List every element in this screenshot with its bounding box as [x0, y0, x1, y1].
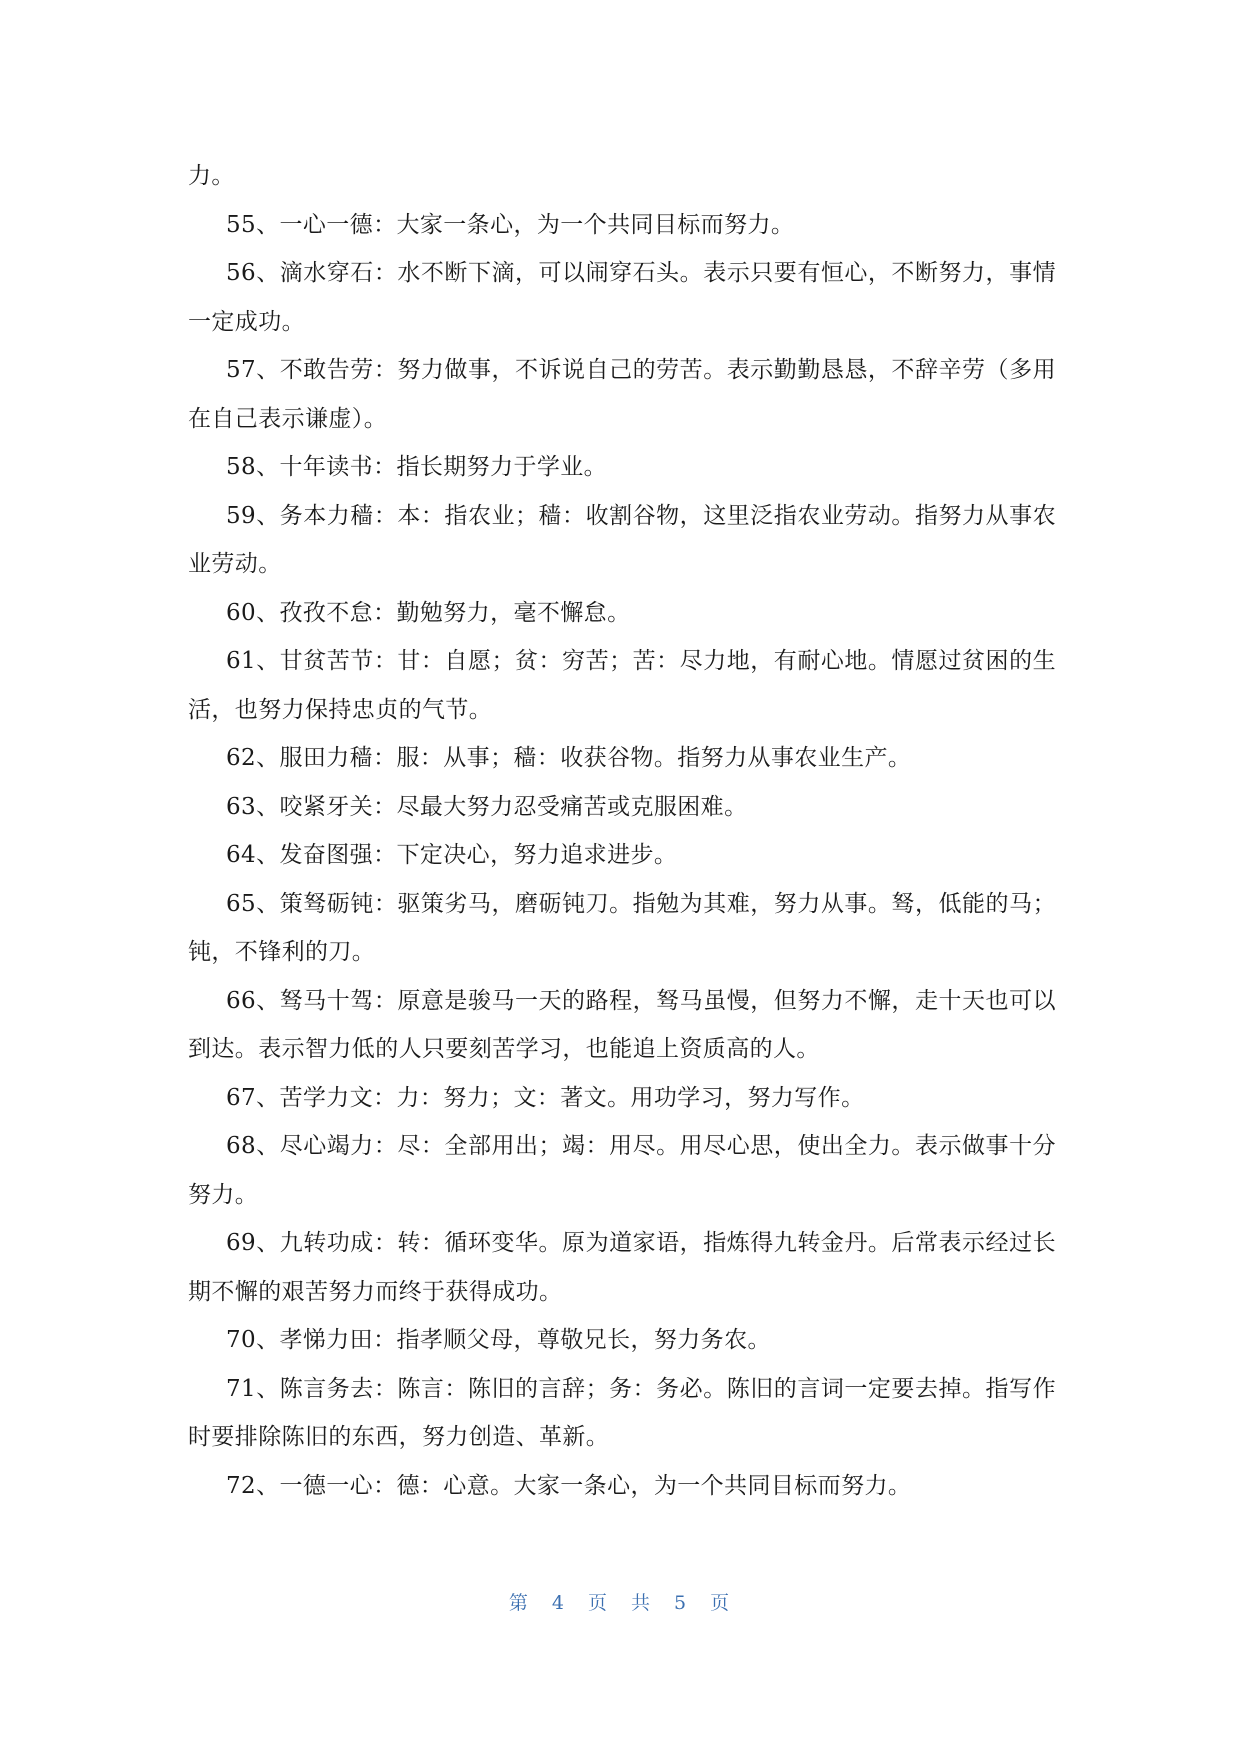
paragraph-12: 66、驽马十驾：原意是骏马一天的路程，驽马虽慢，但努力不懈，走十天也可以到达。表示智力低的人只要刻苦学习，也能追上资质高的人。 [188, 987, 1056, 1062]
paragraph-2: 56、滴水穿石：水不断下滴，可以闹穿石头。表示只要有恒心，不断努力，事情一定成功。 [188, 260, 1056, 335]
page-footer: 第 4 页 共 5 页 [508, 1592, 732, 1614]
paragraph-15: 69、九转功成：转：循环变华。原为道家语，指炼得九转金丹。后常表示经过长期不懈的艰苦努力而终于获得成功。 [188, 1230, 1056, 1305]
document-body [188, 152, 1056, 1510]
paragraph-5: 59、务本力穑：本：指农业；穑：收割谷物，这里泛指农业劳动。指努力从事农业劳动。 [188, 502, 1056, 577]
paragraph-7: 61、甘贫苦节：甘：自愿；贫：穷苦；苦：尽力地，有耐心地。情愿过贫困的生活，也努力保持忠贞的气节。 [188, 648, 1056, 723]
paragraph-18: 72、一德一心：德：心意。大家一条心，为一个共同目标而努力。 [226, 1472, 912, 1499]
paragraph-16: 70、孝悌力田：指孝顺父母，尊敬兄长，努力务农。 [226, 1327, 771, 1353]
paragraph-9: 63、咬紧牙关：尽最大努力忍受痛苦或克服困难。 [226, 793, 748, 820]
paragraph-0: 力。 [188, 163, 235, 189]
paragraph-3: 57、不敢告劳：努力做事，不诉说自己的劳苦。表示勤勤恳恳，不辞辛劳（多用在自己表示谦虚）。 [188, 357, 1056, 432]
paragraph-10: 64、发奋图强：下定决心，努力追求进步。 [226, 842, 678, 868]
paragraph-1: 55、一心一德：大家一条心，为一个共同目标而努力。 [226, 211, 795, 238]
paragraph-14: 68、尽心竭力：尽：全部用出；竭：用尽。用尽心思，使出全力。表示做事十分努力。 [188, 1133, 1056, 1208]
paragraph-11: 65、策驽砺钝：驱策劣马，磨砺钝刀。指勉为其难，努力从事。驽，低能的马；钝，不锋利的刀。 [188, 890, 1056, 965]
paragraph-8: 62、服田力穑：服：从事；穑：收获谷物。指努力从事农业生产。 [226, 745, 912, 771]
paragraph-17: 71、陈言务去：陈言：陈旧的言辞；务：务必。陈旧的言词一定要去掉。指写作时要排除陈旧的东西，努力创造、革新。 [188, 1375, 1056, 1450]
paragraph-13: 67、苦学力文：力：努力；文：著文。用功学习，努力写作。 [226, 1084, 865, 1111]
paragraph-4: 58、十年读书：指长期努力于学业。 [226, 454, 608, 480]
paragraph-6: 60、孜孜不怠：勤勉努力，毫不懈怠。 [226, 599, 631, 626]
